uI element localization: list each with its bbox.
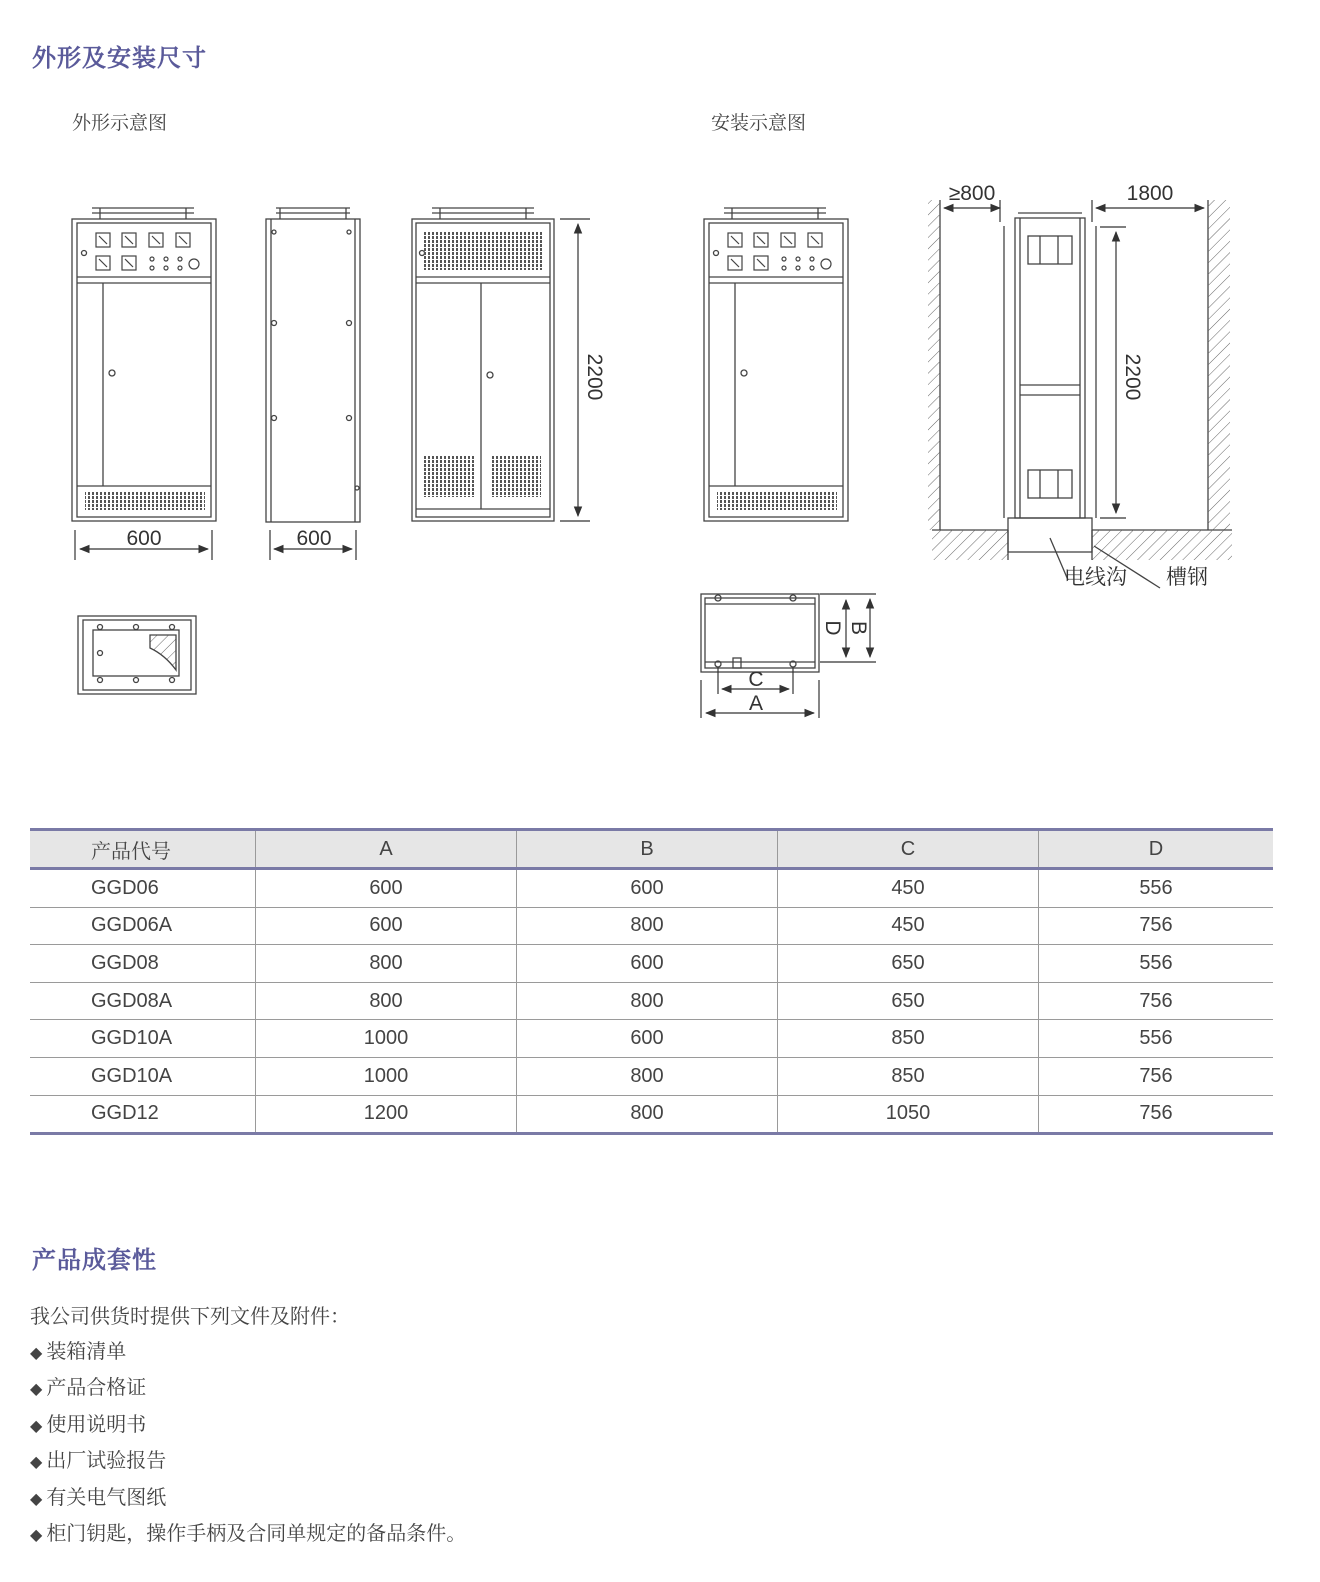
list-item <box>30 1482 466 1518</box>
table-row <box>30 907 1273 945</box>
list-item-text: 有关电气图纸 <box>46 1484 167 1509</box>
cell-A: 600 <box>256 907 517 945</box>
cell-D: 756 <box>1039 907 1274 945</box>
table-row <box>30 869 1273 908</box>
list-item-text: 柜门钥匙，操作手柄及合同单规定的备品条件。 <box>46 1520 467 1545</box>
cell-A: 1200 <box>256 1095 517 1134</box>
install-base-plan <box>701 594 819 672</box>
diamond-bullet-icon: ◆ <box>30 1415 43 1435</box>
dim-D: D <box>821 620 844 636</box>
cell-B: 600 <box>517 1020 778 1058</box>
cell-C: 450 <box>778 907 1039 945</box>
label-channel-steel: 槽钢 <box>1166 566 1208 589</box>
cell-model: GGD06 <box>30 869 256 908</box>
cell-model: GGD10A <box>30 1020 256 1058</box>
cell-C: 1050 <box>778 1095 1039 1134</box>
dim-front-clearance: 1800 <box>1126 182 1174 205</box>
cell-C: 650 <box>778 945 1039 983</box>
install-side-view <box>928 200 1232 588</box>
install-front-cabinet <box>704 208 848 521</box>
section-title-completeness: 产品成套性 <box>32 1246 157 1274</box>
col-header-model: 产品代号 <box>30 830 256 869</box>
dimension-table <box>30 828 1273 1135</box>
list-item <box>30 1409 466 1445</box>
cell-A: 1000 <box>256 1057 517 1095</box>
dim-install-height: 2200 <box>1121 353 1144 401</box>
table-header-row <box>30 830 1273 869</box>
front-view-cabinet <box>72 208 216 521</box>
section-title-dimensions: 外形及安装尺寸 <box>32 44 207 72</box>
supply-items-list <box>30 1336 466 1554</box>
cell-D: 756 <box>1039 1057 1274 1095</box>
base-plan-view <box>78 616 196 694</box>
cell-A: 800 <box>256 982 517 1020</box>
list-item-text: 出厂试验报告 <box>46 1448 167 1473</box>
cell-model: GGD08A <box>30 982 256 1020</box>
install-diagram-label: 安装示意图 <box>711 112 807 134</box>
label-cable-trench: 电线沟 <box>1064 566 1127 589</box>
cell-D: 556 <box>1039 869 1274 908</box>
list-item-text: 装箱清单 <box>46 1339 127 1363</box>
list-item-text: 使用说明书 <box>46 1411 147 1436</box>
diamond-bullet-icon: ◆ <box>30 1452 43 1472</box>
dim-B: B <box>847 620 870 636</box>
col-header-B: B <box>517 830 778 869</box>
cell-C: 850 <box>778 1020 1039 1058</box>
list-item <box>30 1372 466 1408</box>
cell-A: 800 <box>256 945 517 983</box>
rear-view-cabinet <box>412 208 554 521</box>
dim-height: 2200 <box>583 353 606 401</box>
cell-D: 756 <box>1039 1095 1274 1134</box>
list-item <box>30 1518 466 1554</box>
cell-B: 800 <box>517 907 778 945</box>
cell-model: GGD12 <box>30 1095 256 1134</box>
col-header-C: C <box>778 830 1039 869</box>
list-item <box>30 1445 466 1481</box>
col-header-A: A <box>256 830 517 869</box>
diamond-bullet-icon: ◆ <box>30 1343 43 1362</box>
cell-A: 1000 <box>256 1020 517 1058</box>
table-row <box>30 1020 1273 1058</box>
cell-B: 600 <box>517 869 778 908</box>
cell-model: GGD10A <box>30 1057 256 1095</box>
table-row <box>30 982 1273 1020</box>
cell-B: 800 <box>517 982 778 1020</box>
side-view-cabinet <box>266 208 360 522</box>
cell-B: 800 <box>517 1057 778 1095</box>
dim-C: C <box>748 668 764 691</box>
dim-front-width: 600 <box>126 527 162 550</box>
cell-B: 800 <box>517 1095 778 1134</box>
cell-A: 600 <box>256 869 517 908</box>
cell-model: GGD08 <box>30 945 256 983</box>
diamond-bullet-icon: ◆ <box>30 1488 43 1508</box>
dim-A: A <box>748 692 764 715</box>
col-header-D: D <box>1039 830 1274 869</box>
cell-D: 556 <box>1039 945 1274 983</box>
list-item-text: 产品合格证 <box>46 1375 147 1400</box>
dim-side-width: 600 <box>296 527 332 550</box>
cell-C: 650 <box>778 982 1039 1020</box>
cell-B: 600 <box>517 945 778 983</box>
cell-D: 556 <box>1039 1020 1274 1058</box>
diamond-bullet-icon: ◆ <box>30 1379 43 1399</box>
cell-C: 850 <box>778 1057 1039 1095</box>
table-row <box>30 1057 1273 1095</box>
cell-C: 450 <box>778 869 1039 908</box>
cell-model: GGD06A <box>30 907 256 945</box>
dim-rear-clearance: ≥800 <box>948 182 996 205</box>
diamond-bullet-icon: ◆ <box>30 1524 43 1544</box>
list-item <box>30 1336 466 1372</box>
cell-D: 756 <box>1039 982 1274 1020</box>
outline-diagram-label: 外形示意图 <box>72 112 168 134</box>
supply-intro-text: 我公司供货时提供下列文件及附件： <box>30 1304 350 1328</box>
table-row <box>30 945 1273 983</box>
table-row <box>30 1095 1273 1134</box>
